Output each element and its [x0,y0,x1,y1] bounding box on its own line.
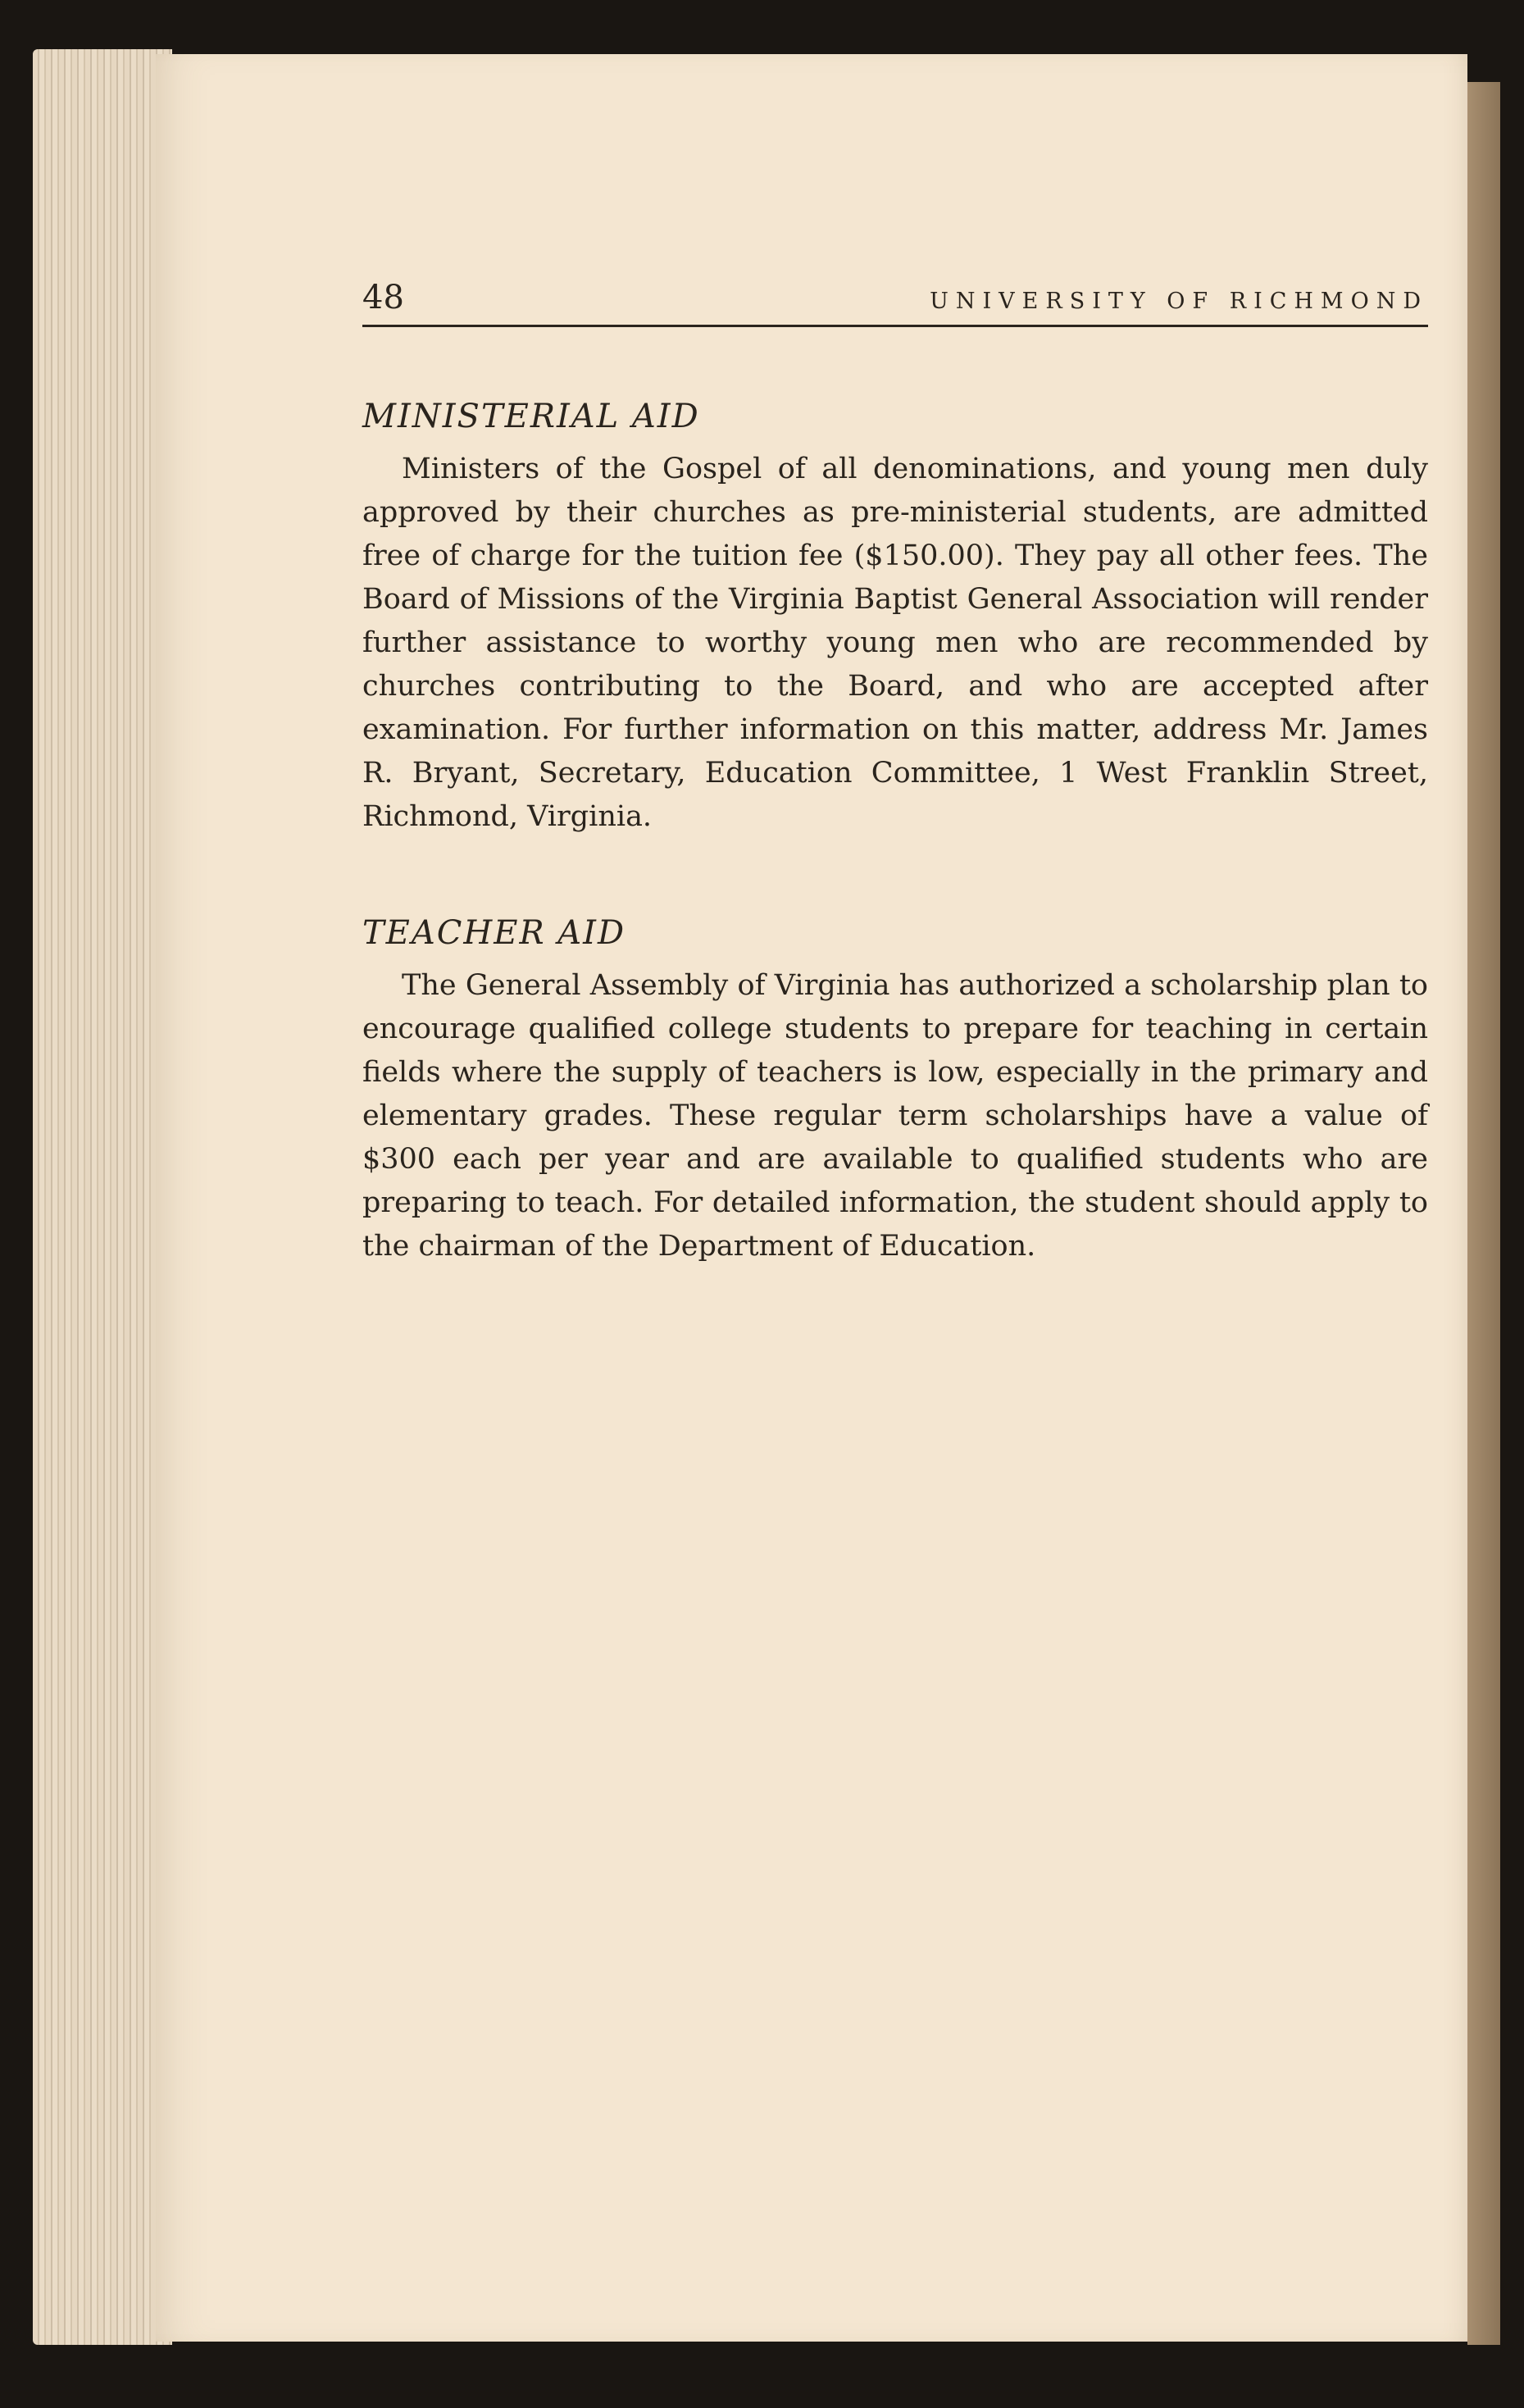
page-number: 48 [362,279,404,316]
page-header [362,279,1428,321]
book-cover-edge [1467,82,1500,2345]
header-rule [362,325,1428,327]
section-teacher-aid [362,912,1428,1268]
section-body: Ministers of the Gospel of all denominations, and young men duly approved by their churches as pre-ministerial students, are admitted free of charge for the tuition fee ($150.00). They pay all other fees. The Board of Missions of the Virginia Baptist General Association will render further assistance to worthy young men who are recommended by churches contributing to the Board, and who are accepted after examination. For further information on this matter, address Mr. James R. Bryant, Secretary, Education Committee, 1 West Franklin Street, Richmond, Virginia. [362,453,1428,833]
section-heading: MINISTERIAL AID [362,398,700,435]
section-heading: TEACHER AID [362,914,626,952]
section-ministerial-aid [362,395,1428,839]
section-body: The General Assembly of Virginia has authorized a scholarship plan to encourage qualified college students to prepare for teaching in certain fields where the supply of teachers is low, especially in the primary and elementary grades. These regular term scholarships have a value of $300 each per year and are available to qualified students who are preparing to teach. For detailed information, the student should apply to the chairman of the Department of Education. [362,969,1428,1263]
page-edges [33,49,172,2345]
running-title: UNIVERSITY OF RICHMOND [930,289,1428,314]
